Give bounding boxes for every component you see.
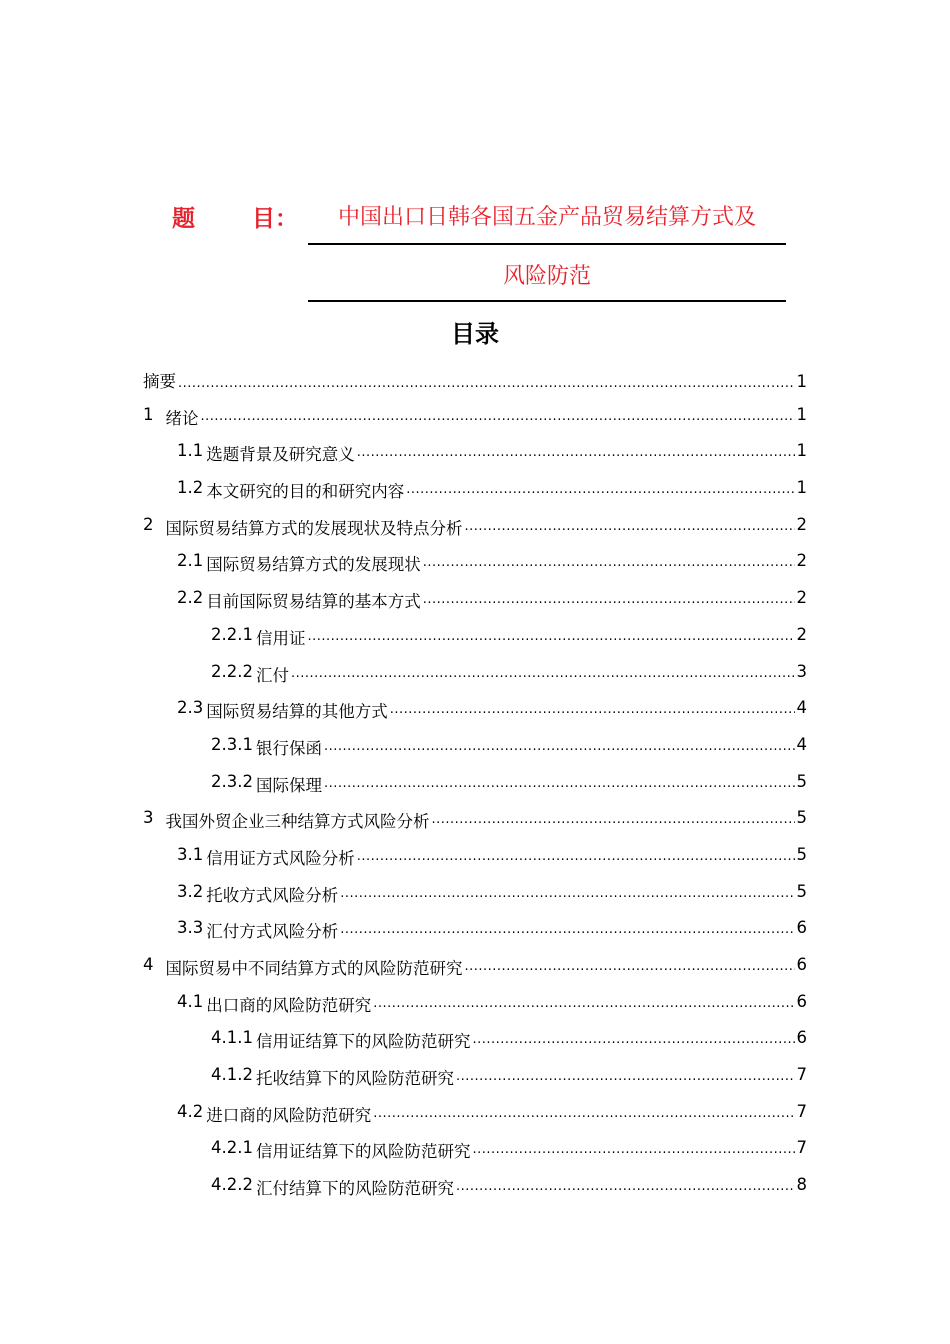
toc-leader-dots (390, 702, 795, 717)
toc-entry-text: 选题背景及研究意义 (206, 445, 355, 465)
toc-entry-page: 2 (796, 588, 807, 608)
toc-entry[interactable] (143, 551, 807, 588)
toc-entry[interactable] (143, 992, 807, 1029)
toc-entry-number: 2 (143, 514, 154, 534)
thesis-title-line1: 中国出口日韩各国五金产品贸易结算方式及 (337, 205, 756, 230)
toc-leader-dots (456, 1069, 795, 1084)
toc-entry-page: 5 (796, 844, 807, 864)
toc-leader-dots (456, 1179, 795, 1194)
toc-leader-dots (324, 776, 795, 791)
toc-entry-text: 信用证方式风险分析 (206, 848, 355, 868)
toc-entry-label (211, 662, 289, 686)
toc-entry[interactable] (143, 588, 807, 625)
toc-entry[interactable] (143, 772, 807, 809)
toc-entry-label (177, 845, 355, 869)
title-label-char2: 目： (252, 206, 298, 232)
toc-entry[interactable] (143, 882, 807, 919)
toc-entry-number: 4.2.2 (211, 1175, 253, 1195)
toc-leader-dots (357, 445, 795, 460)
toc-entry-label (177, 918, 338, 942)
toc-entry-text: 摘要 (143, 372, 176, 391)
toc-entry[interactable] (143, 478, 807, 515)
toc-entry-label (177, 478, 404, 502)
toc-entry-label (177, 698, 388, 722)
toc-leader-dots (465, 519, 795, 534)
toc-entry-page: 2 (796, 551, 807, 571)
toc-entry-page: 2 (796, 624, 807, 644)
toc-leader-dots (373, 1106, 794, 1121)
toc-entry[interactable] (143, 845, 807, 882)
toc-entry-page: 4 (796, 698, 807, 718)
thesis-title-line2: 风险防范 (502, 264, 591, 289)
toc-entry-label (211, 1028, 470, 1052)
toc-entry-page: 7 (796, 1101, 807, 1121)
toc-entry-number: 2.3.2 (211, 771, 253, 791)
toc-leader-dots (472, 1032, 794, 1047)
toc-entry[interactable] (143, 1028, 807, 1065)
toc-entry-page: 5 (796, 881, 807, 901)
toc-entry-number: 4.2 (177, 1101, 204, 1121)
toc-entry-number: 1.1 (177, 441, 204, 461)
toc-entry-number: 4 (143, 955, 154, 974)
toc-entry-label (211, 1065, 454, 1089)
toc-entry-label (143, 405, 199, 429)
toc-leader-dots (340, 922, 794, 937)
table-of-contents (143, 368, 807, 1212)
toc-entry-text: 汇付方式风险分析 (206, 922, 339, 942)
toc-entry[interactable] (143, 1175, 807, 1212)
toc-entry[interactable] (143, 735, 807, 772)
toc-entry-text: 托收结算下的风险防范研究 (255, 1069, 454, 1089)
toc-entry-text: 国际贸易中不同结算方式的风险防范研究 (165, 959, 463, 978)
toc-entry-text: 国际贸易结算的其他方式 (206, 702, 388, 722)
toc-entry[interactable] (143, 405, 807, 442)
toc-entry-page: 6 (796, 955, 807, 974)
title-underline-2 (308, 300, 786, 302)
toc-entry-text: 汇付 (255, 665, 289, 685)
toc-entry-number: 3.2 (177, 881, 204, 901)
toc-entry-page: 6 (796, 1028, 807, 1048)
toc-entry-page: 1 (796, 441, 807, 461)
toc-leader-dots (472, 1142, 794, 1157)
toc-leader-dots (357, 849, 795, 864)
toc-entry-page: 7 (796, 1138, 807, 1158)
toc-entry-label (143, 515, 463, 539)
toc-entry-text: 国际贸易结算方式的发展现状及特点分析 (165, 518, 463, 538)
toc-entry-number: 4.1.1 (211, 1028, 253, 1048)
toc-leader-dots (423, 555, 795, 570)
toc-entry-page: 1 (796, 478, 807, 498)
toc-entry-text: 国际保理 (255, 775, 322, 795)
toc-entry-text: 我国外贸企业三种结算方式风险分析 (165, 812, 430, 832)
toc-leader-dots (340, 886, 794, 901)
toc-leader-dots (291, 666, 795, 681)
toc-entry-text: 绪论 (165, 408, 199, 428)
toc-entry-text: 托收方式风险分析 (206, 885, 339, 905)
toc-entry-page: 6 (796, 918, 807, 938)
toc-entry-label (177, 992, 371, 1016)
toc-entry-number: 4.2.1 (211, 1138, 253, 1158)
toc-leader-dots (201, 409, 795, 424)
toc-entry-number: 3.1 (177, 844, 204, 864)
toc-entry-number: 2.1 (177, 551, 204, 571)
toc-entry[interactable] (143, 955, 807, 992)
toc-entry-number: 2.2.2 (211, 661, 253, 681)
toc-entry-number: 3.3 (177, 918, 204, 938)
toc-entry-label (211, 772, 322, 796)
toc-entry-page: 5 (796, 771, 807, 791)
toc-heading: 目录 (451, 320, 499, 348)
toc-entry-label (177, 1102, 371, 1126)
toc-entry-number: 2.2 (177, 588, 204, 608)
toc-entry-number: 2.3.1 (211, 734, 253, 754)
title-label-char1: 题 (172, 206, 195, 232)
toc-entry-text: 信用证 (255, 628, 306, 648)
toc-entry-label (143, 368, 176, 392)
toc-entry-label (143, 808, 430, 832)
toc-entry[interactable] (143, 625, 807, 662)
toc-entry-text: 汇付结算下的风险防范研究 (255, 1179, 454, 1199)
title-underline-1 (308, 243, 786, 245)
toc-entry-text: 信用证结算下的风险防范研究 (255, 1032, 471, 1052)
toc-entry[interactable] (143, 698, 807, 735)
toc-entry[interactable] (143, 441, 807, 478)
toc-entry-label (177, 882, 338, 906)
toc-entry-label (211, 625, 305, 649)
toc-leader-dots (373, 996, 794, 1011)
toc-entry[interactable] (143, 368, 807, 405)
toc-entry-number: 2.2.1 (211, 624, 253, 644)
toc-entry-number: 3 (143, 808, 154, 828)
toc-entry-label (177, 441, 355, 465)
toc-entry-number: 1.2 (177, 478, 204, 498)
toc-entry[interactable] (143, 918, 807, 955)
toc-leader-dots (178, 376, 795, 391)
toc-leader-dots (406, 482, 794, 497)
toc-entry-page: 3 (796, 661, 807, 681)
toc-entry-label (211, 735, 322, 759)
toc-entry[interactable] (143, 1138, 807, 1175)
toc-entry[interactable] (143, 1102, 807, 1139)
toc-entry-number: 2.3 (177, 698, 204, 718)
toc-entry-label (211, 1138, 470, 1162)
toc-entry-label (211, 1175, 454, 1199)
toc-entry-page: 4 (796, 734, 807, 754)
toc-entry-number: 1 (143, 404, 154, 424)
toc-entry[interactable] (143, 662, 807, 699)
toc-entry[interactable] (143, 515, 807, 552)
toc-entry-text: 出口商的风险防范研究 (206, 995, 372, 1015)
toc-leader-dots (324, 739, 795, 754)
toc-entry-page: 5 (796, 808, 807, 828)
toc-leader-dots (465, 959, 795, 974)
toc-entry-label (177, 588, 421, 612)
toc-entry-page: 8 (796, 1175, 807, 1195)
toc-entry-text: 国际贸易结算方式的发展现状 (206, 555, 421, 575)
toc-entry-text: 信用证结算下的风险防范研究 (255, 1142, 471, 1162)
toc-entry-page: 6 (796, 991, 807, 1011)
toc-entry-label (143, 955, 463, 979)
toc-entry-text: 目前国际贸易结算的基本方式 (206, 592, 421, 612)
toc-entry-page: 1 (796, 372, 807, 391)
toc-entry-page: 7 (796, 1065, 807, 1085)
toc-entry-label (177, 551, 421, 575)
toc-entry-text: 进口商的风险防范研究 (206, 1105, 372, 1125)
toc-entry-text: 银行保函 (255, 738, 322, 758)
toc-leader-dots (307, 629, 794, 644)
toc-entry-number: 4.1 (177, 991, 204, 1011)
toc-entry[interactable] (143, 1065, 807, 1102)
toc-entry-number: 4.1.2 (211, 1065, 253, 1085)
toc-entry-page: 1 (796, 404, 807, 424)
toc-leader-dots (432, 812, 795, 827)
toc-entry[interactable] (143, 808, 807, 845)
toc-entry-page: 2 (796, 514, 807, 534)
toc-leader-dots (423, 592, 795, 607)
toc-entry-text: 本文研究的目的和研究内容 (206, 482, 405, 502)
